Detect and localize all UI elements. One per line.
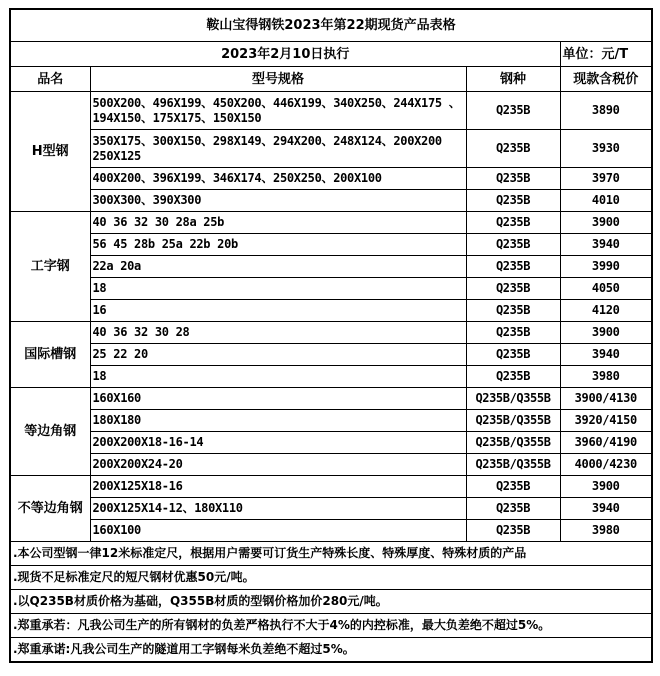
table-row (10, 130, 652, 168)
header-grade: 钢种 (466, 67, 560, 92)
price-cell: 3980 (560, 520, 652, 542)
spec-cell: 200X125X18-16 (90, 476, 466, 498)
table-row (10, 520, 652, 542)
note-row (10, 614, 652, 638)
note-tolerance-commitment: .郑重承若：凡我公司生产的所有钢材的负差严格执行不大于4%的内控标准，最大负差绝不超过5%。 (10, 614, 652, 638)
grade-cell: Q235B/Q355B (466, 410, 560, 432)
price-cell: 3970 (560, 168, 652, 190)
grade-cell: Q235B (466, 520, 560, 542)
grade-cell: Q235B (466, 130, 560, 168)
price-cell: 3980 (560, 366, 652, 388)
note-row (10, 542, 652, 566)
table-row (10, 92, 652, 130)
effective-date: 2023年2月10日执行 (10, 42, 560, 67)
price-cell: 3940 (560, 498, 652, 520)
spec-cell: 40 36 32 30 28a 25b (90, 212, 466, 234)
table-row (10, 190, 652, 212)
table-row (10, 366, 652, 388)
header-name: 品名 (10, 67, 90, 92)
table-title: 鞍山宝得钢铁2023年第22期现货产品表格 (10, 9, 652, 42)
price-cell: 3920/4150 (560, 410, 652, 432)
grade-cell: Q235B/Q355B (466, 454, 560, 476)
grade-cell: Q235B (466, 256, 560, 278)
table-row (10, 234, 652, 256)
spec-cell: 25 22 20 (90, 344, 466, 366)
price-cell: 3990 (560, 256, 652, 278)
table-row (10, 300, 652, 322)
grade-cell: Q235B/Q355B (466, 388, 560, 410)
category-unequal-angle: 不等边角钢 (10, 476, 90, 542)
price-cell: 3900 (560, 476, 652, 498)
spec-cell: 200X125X14-12、180X110 (90, 498, 466, 520)
table-row (10, 432, 652, 454)
spec-cell: 350X175、300X150、298X149、294X200、248X124、200X200 250X125 (90, 130, 466, 168)
spec-cell: 200X200X24-20 (90, 454, 466, 476)
spec-cell: 56 45 28b 25a 22b 20b (90, 234, 466, 256)
spec-cell: 500X200、496X199、450X200、446X199、340X250、244X175 、194X150、175X175、150X150 (90, 92, 466, 130)
spec-cell: 16 (90, 300, 466, 322)
grade-cell: Q235B (466, 498, 560, 520)
date-row (10, 42, 652, 67)
grade-cell: Q235B (466, 212, 560, 234)
spec-cell: 18 (90, 278, 466, 300)
category-channel: 国际槽钢 (10, 322, 90, 388)
grade-cell: Q235B (466, 322, 560, 344)
table-row (10, 454, 652, 476)
grade-cell: Q235B (466, 168, 560, 190)
note-short-length-discount: .现货不足标准定尺的短尺钢材优惠50元/吨。 (10, 566, 652, 590)
spec-cell: 22a 20a (90, 256, 466, 278)
price-cell: 3890 (560, 92, 652, 130)
category-i-beam: 工字钢 (10, 212, 90, 322)
table-row (10, 322, 652, 344)
price-cell: 3930 (560, 130, 652, 168)
table-row (10, 476, 652, 498)
price-cell: 4050 (560, 278, 652, 300)
table-row (10, 410, 652, 432)
grade-cell: Q235B (466, 366, 560, 388)
header-price: 现款含税价 (560, 67, 652, 92)
spec-cell: 160X160 (90, 388, 466, 410)
price-cell: 3940 (560, 344, 652, 366)
price-cell: 3900 (560, 322, 652, 344)
price-cell: 4000/4230 (560, 454, 652, 476)
grade-cell: Q235B (466, 92, 560, 130)
table-row (10, 498, 652, 520)
spec-cell: 40 36 32 30 28 (90, 322, 466, 344)
table-row (10, 256, 652, 278)
table-row (10, 212, 652, 234)
price-cell: 4010 (560, 190, 652, 212)
title-row (10, 9, 652, 42)
note-row (10, 638, 652, 663)
table-row (10, 278, 652, 300)
spec-cell: 180X180 (90, 410, 466, 432)
grade-cell: Q235B (466, 344, 560, 366)
grade-cell: Q235B/Q355B (466, 432, 560, 454)
header-spec: 型号规格 (90, 67, 466, 92)
price-cell: 3900 (560, 212, 652, 234)
price-cell: 3960/4190 (560, 432, 652, 454)
grade-cell: Q235B (466, 476, 560, 498)
note-row (10, 590, 652, 614)
spec-cell: 300X300、390X300 (90, 190, 466, 212)
note-tunnel-beam-commitment: .郑重承诺:凡我公司生产的隧道用工字钢每米负差绝不超过5%。 (10, 638, 652, 663)
table-row (10, 344, 652, 366)
note-standard-length: .本公司型钢一律12米标准定尺，根据用户需要可订货生产特殊长度、特殊厚度、特殊材质的产品 (10, 542, 652, 566)
unit-label: 单位：元/T (560, 42, 652, 67)
price-cell: 3900/4130 (560, 388, 652, 410)
price-table (9, 8, 653, 663)
grade-cell: Q235B (466, 278, 560, 300)
price-cell: 3940 (560, 234, 652, 256)
note-q355b-surcharge: .以Q235B材质价格为基础，Q355B材质的型钢价格加价280元/吨。 (10, 590, 652, 614)
category-h-beam: H型钢 (10, 92, 90, 212)
price-cell: 4120 (560, 300, 652, 322)
header-row (10, 67, 652, 92)
spec-cell: 200X200X18-16-14 (90, 432, 466, 454)
spec-cell: 18 (90, 366, 466, 388)
category-equal-angle: 等边角钢 (10, 388, 90, 476)
spec-cell: 400X200、396X199、346X174、250X250、200X100 (90, 168, 466, 190)
table-row (10, 168, 652, 190)
note-row (10, 566, 652, 590)
grade-cell: Q235B (466, 234, 560, 256)
grade-cell: Q235B (466, 190, 560, 212)
grade-cell: Q235B (466, 300, 560, 322)
table-row (10, 388, 652, 410)
spec-cell: 160X100 (90, 520, 466, 542)
